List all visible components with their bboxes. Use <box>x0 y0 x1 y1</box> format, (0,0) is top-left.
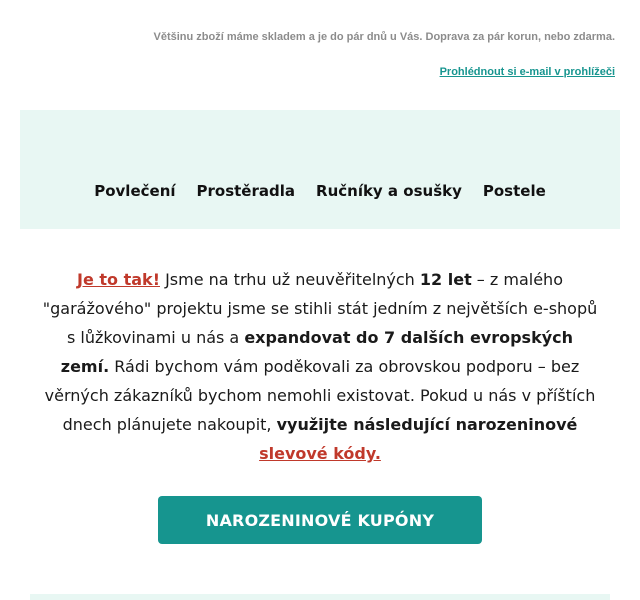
nav-item-rucniky[interactable]: Ručníky a osušky <box>316 182 462 200</box>
nav-item-prosteradla[interactable]: Prostěradla <box>196 182 296 200</box>
discount-codes-link[interactable]: slevové kódy. <box>259 444 381 463</box>
use-codes-highlight: využijte následující narozeninové <box>276 415 578 434</box>
nav-item-povleceni[interactable]: Povlečení <box>94 182 176 200</box>
birthday-coupons-button[interactable]: NAROZENINOVÉ KUPÓNY <box>158 496 482 544</box>
next-section-band <box>30 594 610 600</box>
birthday-message <box>40 265 600 468</box>
message-part1: Jsme na trhu už neuvěřitelných <box>159 270 420 289</box>
message-part2: – z malého "garážového" projektu jsme se stihli stát jedním z největších e-shopů s lůžkovinami u nás a <box>42 270 598 347</box>
preheader-text: Většinu zboží máme skladem a je do pár dnů u Vás. Doprava za pár korun, nebo zdarma. <box>153 31 615 43</box>
expand-highlight: expandovat do 7 dalších evropských zemí. <box>60 328 574 376</box>
message-part3: Rádi bychom vám poděkovali za obrovskou podporu – bez věrných zákazníků bychom nemohli existovat. Pokud u nás v příštích dnech plánujete nakoupit, <box>44 357 596 434</box>
intro-link[interactable]: Je to tak! <box>77 270 160 289</box>
hero-banner <box>20 110 620 229</box>
years-highlight: 12 let <box>419 270 472 289</box>
nav-item-postele[interactable]: Postele <box>482 182 546 200</box>
view-in-browser-link[interactable]: Prohlédnout si e-mail v prohlížeči <box>439 66 615 78</box>
category-nav <box>20 182 620 200</box>
